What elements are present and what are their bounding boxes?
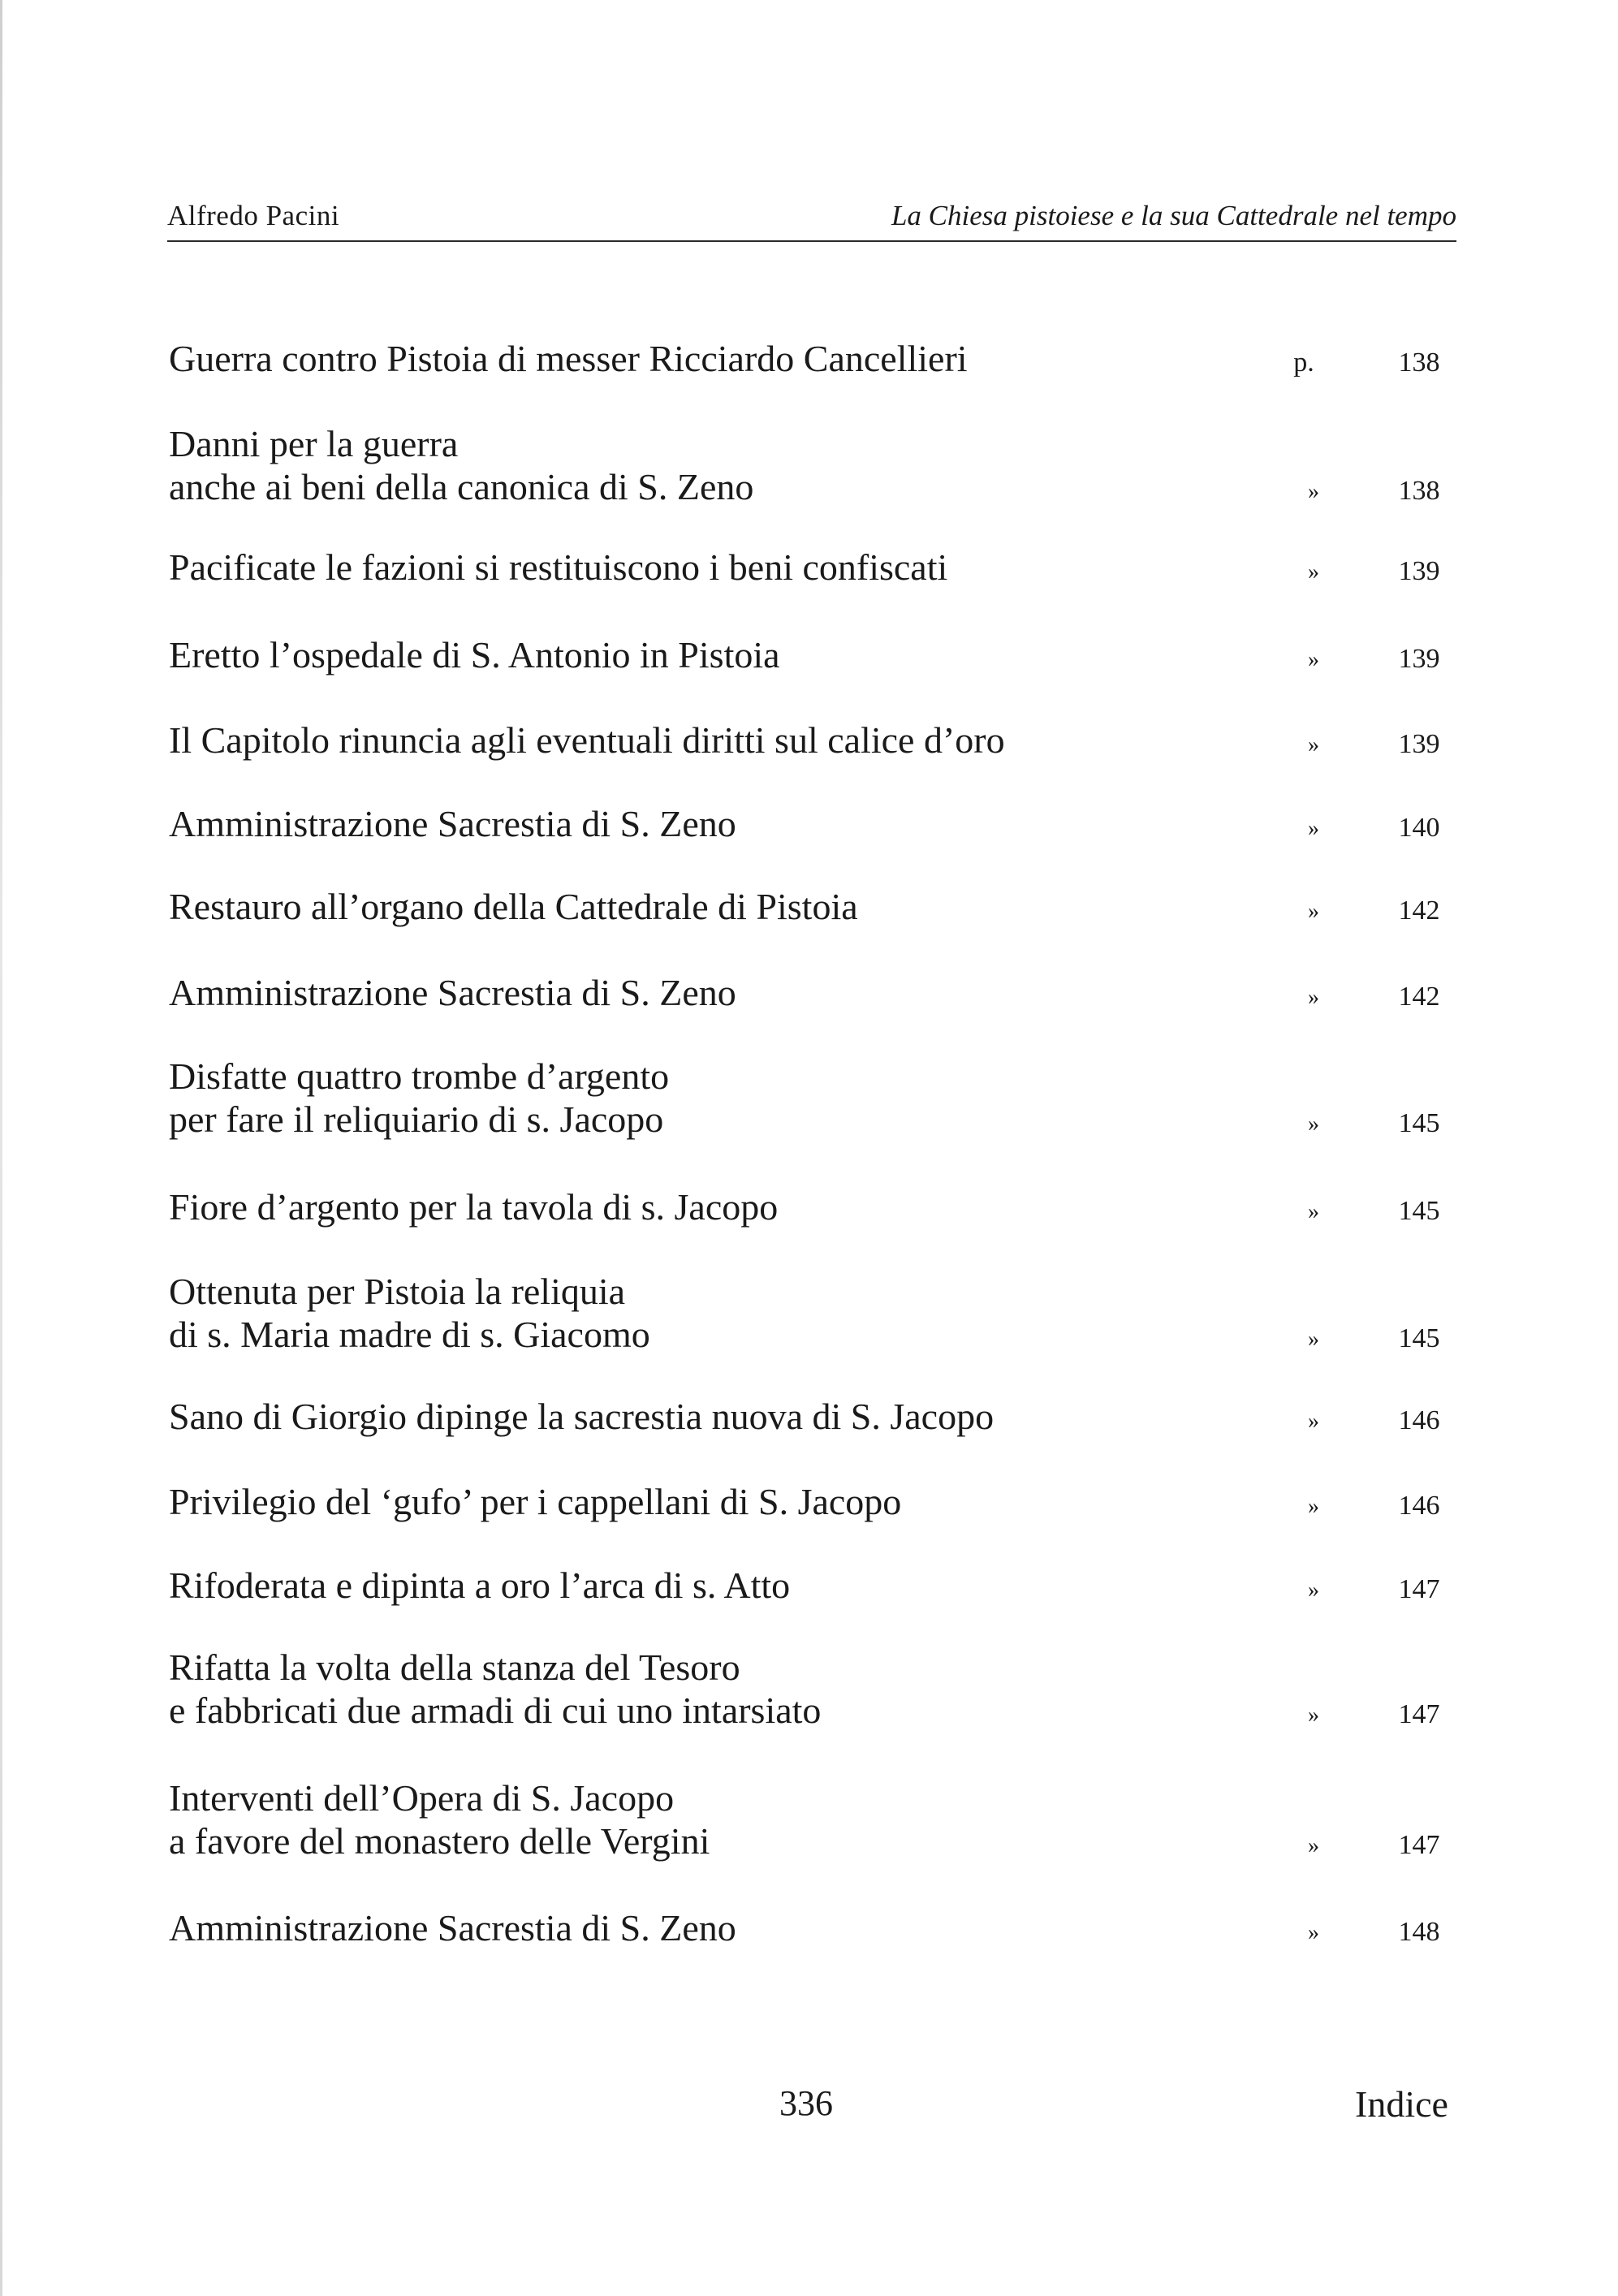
toc-entry-title-line: Danni per la guerra [169, 423, 459, 464]
toc-entry-title-line: a favore del monastero delle Vergini [169, 1820, 710, 1862]
toc-entry-title [169, 971, 1224, 1014]
toc-entry-marker: » [1308, 816, 1319, 841]
toc-entry [169, 422, 1452, 508]
toc-entry [169, 1055, 1452, 1141]
toc-entry-page: 148 [1398, 1917, 1440, 1947]
toc-entry-title-line: Rifoderata e dipinta a oro l’arca di s. Atto [169, 1564, 791, 1606]
toc-entry-title [169, 422, 1224, 508]
toc-entry [169, 1564, 1452, 1607]
toc-entry-marker: » [1308, 479, 1319, 504]
toc-entry [169, 1906, 1452, 1949]
toc-entry-marker: » [1308, 1920, 1319, 1945]
toc-entry [169, 546, 1452, 589]
toc-entry-marker: » [1308, 1327, 1319, 1352]
toc-entry-title [169, 1270, 1224, 1356]
toc-entry-title-line: Ottenuta per Pistoia la reliquia [169, 1271, 626, 1312]
toc-entry-title-line: Amministrazione Sacrestia di S. Zeno [169, 1907, 736, 1949]
footer-section-label: Indice [1355, 2083, 1448, 2125]
toc-entry [169, 802, 1452, 845]
toc-entry-title-line: anche ai beni della canonica di S. Zeno [169, 466, 754, 507]
toc-entry-marker: » [1308, 559, 1319, 585]
toc-entry [169, 337, 1452, 380]
toc-entry-title-line: Sano di Giorgio dipinge la sacrestia nuova di S. Jacopo [169, 1396, 995, 1437]
toc-entry-title-line: per fare il reliquiario di s. Jacopo [169, 1098, 664, 1140]
toc-entry-page: 139 [1398, 729, 1440, 759]
toc-entry [169, 1776, 1452, 1862]
toc-entry-page: 138 [1398, 476, 1440, 506]
toc-entry-marker: » [1308, 985, 1319, 1010]
toc-entry-title [169, 885, 1224, 928]
toc-entry-marker: » [1308, 732, 1319, 757]
toc-entry-page: 147 [1398, 1574, 1440, 1604]
toc-entry-title-line: Rifatta la volta della stanza del Tesoro [169, 1646, 740, 1688]
toc-entry-page: 139 [1398, 556, 1440, 586]
toc-entry-marker: » [1308, 647, 1319, 672]
toc-entry-title [169, 337, 1224, 380]
toc-entry-page: 138 [1398, 347, 1440, 378]
toc-entry-marker: » [1308, 899, 1319, 924]
toc-entry [169, 971, 1452, 1014]
toc-entry-title [169, 546, 1224, 589]
toc-entry [169, 719, 1452, 762]
toc-entry-title-line: Pacificate le fazioni si restituiscono i beni confiscati [169, 546, 948, 588]
toc-entry-page: 146 [1398, 1491, 1440, 1521]
toc-entry-title-line: Amministrazione Sacrestia di S. Zeno [169, 803, 736, 844]
toc-entry-title [169, 1906, 1224, 1949]
toc-entry-title-line: Disfatte quattro trombe d’argento [169, 1055, 670, 1097]
toc-entry-marker: » [1308, 1703, 1319, 1728]
footer-page-number: 336 [779, 2083, 833, 2123]
toc-entry [169, 1395, 1452, 1438]
toc-entry-page: 145 [1398, 1108, 1440, 1138]
toc-entry-title [169, 1395, 1224, 1438]
toc-entry-title-line: e fabbricati due armadi di cui uno intarsiato [169, 1690, 822, 1731]
toc-entry-title-line: Restauro all’organo della Cattedrale di Pistoia [169, 886, 858, 927]
toc-entry [169, 1480, 1452, 1523]
toc-entry-marker: » [1308, 1833, 1319, 1858]
toc-entry-page: 147 [1398, 1830, 1440, 1860]
toc-entry-marker: » [1308, 1409, 1319, 1434]
toc-entry-title-line: Eretto l’ospedale di S. Antonio in Pistoia [169, 634, 780, 675]
toc-entry-title-line: Privilegio del ‘gufo’ per i cappellani di S. Jacopo [169, 1481, 902, 1522]
toc-entry [169, 1270, 1452, 1356]
toc-entry-page: 147 [1398, 1699, 1440, 1729]
toc-entry-title [169, 1185, 1224, 1228]
header-author: Alfredo Pacini [167, 200, 340, 231]
toc-entry-title-line: Guerra contro Pistoia di messer Ricciardo Cancellieri [169, 338, 968, 379]
toc-entry-page: 142 [1398, 982, 1440, 1012]
header-book-title: La Chiesa pistoiese e la sua Cattedrale nel tempo [891, 200, 1456, 231]
toc-entry-title [169, 1776, 1224, 1862]
toc-entry-title [169, 1646, 1224, 1732]
toc-entry-title-line: Il Capitolo rinuncia agli eventuali diritti sul calice d’oro [169, 719, 1005, 761]
toc-entry [169, 1646, 1452, 1732]
toc-entry-title [169, 719, 1224, 762]
toc-entry-page: 142 [1398, 896, 1440, 926]
toc-entry-title [169, 1055, 1224, 1141]
toc-entry-title [169, 802, 1224, 845]
toc-entry-page: 145 [1398, 1196, 1440, 1226]
toc-entry-title-line: Fiore d’argento per la tavola di s. Jacopo [169, 1186, 779, 1228]
toc-entry [169, 633, 1452, 676]
toc-entry [169, 1185, 1452, 1228]
toc-entry-title [169, 1564, 1224, 1607]
toc-entry-marker: » [1308, 1111, 1319, 1137]
toc-entry-marker: » [1308, 1577, 1319, 1603]
toc-entry-title [169, 1480, 1224, 1523]
toc-entry [169, 885, 1452, 928]
toc-entry-page: 145 [1398, 1323, 1440, 1353]
toc-entry-marker: » [1308, 1494, 1319, 1519]
toc-entry-title-line: Interventi dell’Opera di S. Jacopo [169, 1777, 675, 1819]
toc-entry-page: 146 [1398, 1405, 1440, 1435]
toc-entry-title [169, 633, 1224, 676]
toc-entry-page: 139 [1398, 644, 1440, 674]
toc-entry-title-line: di s. Maria madre di s. Giacomo [169, 1314, 650, 1355]
toc-entry-marker: » [1308, 1199, 1319, 1224]
toc-entry-marker: p. [1293, 347, 1314, 378]
toc-entry-page: 140 [1398, 813, 1440, 843]
toc-entry-title-line: Amministrazione Sacrestia di S. Zeno [169, 972, 736, 1013]
